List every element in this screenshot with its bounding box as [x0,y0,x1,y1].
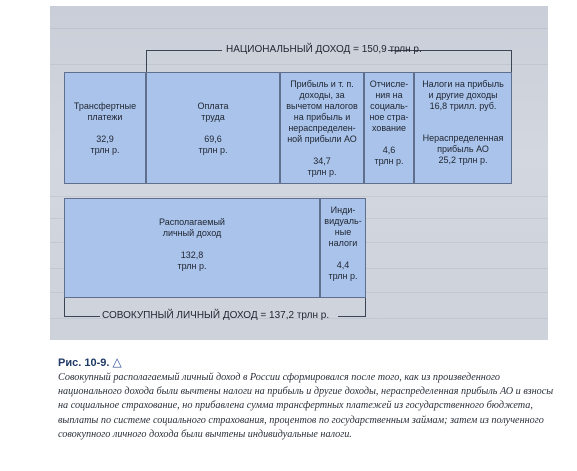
cell-text-line: 69,6 [204,134,222,144]
triangle-icon: △ [112,355,122,369]
cell-text-line: трлн р. [177,261,207,271]
figure-caption [58,355,558,442]
cell-text-line: вычетом налогов [286,101,358,111]
cell-text-line [365,134,413,145]
cell-text-line: личный доход [162,228,222,238]
personal-income-tick-right [365,298,366,316]
cell-text-line: трлн р. [90,145,120,155]
cell-text-line: платежи [87,112,123,122]
cell-text-line: 132,8 [180,250,204,260]
cell-text-line: 4,4 [336,260,350,270]
cell-text-line: ные [334,227,352,237]
taxes-retained-profit-cell [414,72,512,184]
personal-income-bracket-left [64,316,100,317]
cell-text-line: ния на [375,90,403,100]
cell-text-line: Располагаемый [159,217,225,227]
disposable-income-cell [64,198,320,298]
cell-text-line: 34,7 [313,156,331,166]
national-income-bracket-left [146,50,222,51]
caption-title [58,355,558,369]
cell-text-line: ное стра- [369,112,409,122]
cell-text-line: 16,8 трилл. руб. [429,101,497,111]
wages-cell [146,72,280,184]
profits-cell [280,72,364,184]
cell-text-line: Прибыль и т. п. [290,79,354,89]
cell-text-line: на прибыль и [293,112,351,122]
cell-text-line [65,123,145,134]
cell-text-line: прибыль АО [437,144,489,154]
personal-income-label: СОВОКУПНЫЙ ЛИЧНЫЙ ДОХОД = 137,2 трлн р. [102,310,330,321]
cell-text-line: 32,9 [96,134,114,144]
cell-text-line: Отчисле- [369,79,409,89]
national-income-tick-right [511,50,512,72]
cell-text-line: 4,6 [382,145,396,155]
transfer-payments-cell [64,72,146,184]
cell-text-line: Налоги на прибыль [422,79,504,89]
individual-taxes-cell [320,198,366,298]
national-income-tick-left [146,50,147,72]
cell-text-line: трлн р. [198,145,228,155]
cell-text-line: Инди- [330,205,356,215]
cell-text-line: ной прибыли АО [287,134,357,144]
cell-text-line: налоги [328,238,358,248]
cell-text-line: трлн р. [374,156,404,166]
cell-text-line: хование [371,123,407,133]
social-insurance-cell [364,72,414,184]
cell-text-line: доходы, за [299,90,345,100]
cell-text-line: трлн р. [307,167,337,177]
cell-text-line: видуаль- [324,216,362,226]
cell-text-line [65,239,319,250]
cell-text-line [321,249,365,260]
personal-income-bracket-right [338,316,366,317]
caption-text: Совокупный располагаемый личный доход в России сформировался после того, как из произведенного национального дохода были вычтены налоги на прибыль и другие доходы, нераспределенная прибыль АО и взносы на социальное страхование, но прибавлена сумма трансфертных платежей из государственного бюджета, выплаты по системе социального страхования, процентов по государственным займам; затем из полученного совокупного личного дохода были вычтены индивидуальные налоги. [58,372,554,440]
cell-text-line [147,123,279,134]
cell-text-line: и другие доходы [428,90,498,100]
cell-text-line: Нераспределенная [422,133,504,143]
caption-title-text: Рис. 10-9. [58,357,110,369]
cell-text-line: Оплата [197,101,229,111]
figure-photo [50,6,548,340]
cell-text-line: 25,2 трлн р. [438,155,488,165]
cell-text-line: нераспределен- [288,123,356,133]
cell-text-line: трлн р. [328,271,358,281]
cell-text-line: труда [201,112,225,122]
cell-text-line [281,145,363,156]
personal-income-tick-left [64,298,65,316]
national-income-label: НАЦИОНАЛЬНЫЙ ДОХОД = 150,9 трлн р. [226,44,422,55]
cell-text-line: социаль- [370,101,408,111]
cell-text-line: Трансфертные [73,101,137,111]
